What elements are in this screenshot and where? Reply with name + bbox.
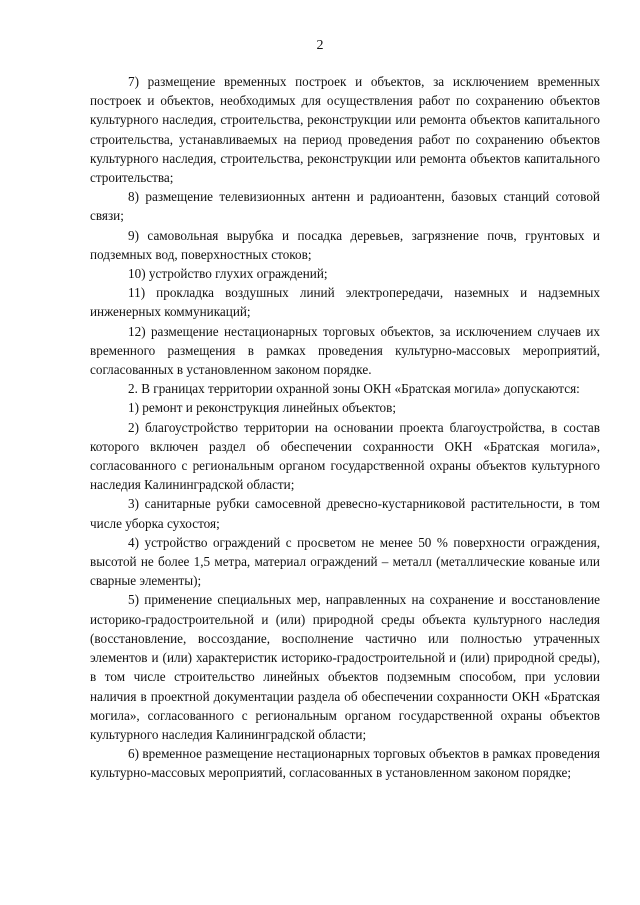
paragraph-item-12: 12) размещение нестационарных торговых объектов, за исключением случаев их временного размещения в рамках проведения культурно-массовых мероприятий, согласованных в установленном законом порядке. [90, 323, 600, 378]
paragraph-item-9: 9) самовольная вырубка и посадка деревьев, загрязнение почв, грунтовых и подземных вод, поверхностных стоков; [90, 227, 600, 262]
page-number: 2 [316, 38, 324, 53]
paragraph-item-11: 11) прокладка воздушных линий электропередачи, наземных и надземных инженерных коммуникаций; [90, 285, 600, 320]
document-body [90, 72, 600, 783]
paragraph-allowed-1: 1) ремонт и реконструкция линейных объектов; [128, 400, 397, 416]
paragraph-allowed-2: 2) благоустройство территории на основании проекта благоустройства, в состав которого включен раздел об обеспечении сохранности ОКН «Братская могила», согласованного с региональным органом государственной охраны объектов культурного наследия Калининградской области; [90, 419, 600, 493]
paragraph-allowed-3: 3) санитарные рубки самосевной древесно-кустарниковой растительности, в том числе уборка сухостоя; [90, 496, 600, 531]
paragraph-allowed-5: 5) применение специальных мер, направленных на сохранение и восстановление историко-градостроительной и (или) природной среды объекта культурного наследия (восстановление, воссоздание, восполнение частично или полностью утраченных элементов и (или) характеристик историко-градостроительной и (или) природной среды), в том числе строительство линейных объектов подземным способом, при условии наличия в проектной документации раздела об обеспечении сохранности ОКН «Братская могила», согласованного с региональным органом государственной охраны объектов культурного наследия Калининградской области; [90, 592, 600, 742]
paragraph-item-8: 8) размещение телевизионных антенн и радиоантенн, базовых станций сотовой связи; [90, 189, 600, 224]
paragraph-item-10: 10) устройство глухих ограждений; [128, 266, 328, 282]
paragraph-allowed-6: 6) временное размещение нестационарных торговых объектов в рамках проведения культурно-массовых мероприятий, согласованных в установленном законом порядке; [90, 746, 600, 781]
paragraph-allowed-4: 4) устройство ограждений с просветом не менее 50 % поверхности ограждения, высотой не более 1,5 метра, материал ограждений – металл (металлические кованые или сварные элементы); [90, 534, 600, 589]
paragraph-section-2-heading: 2. В границах территории охранной зоны ОКН «Братская могила» допускаются: [128, 381, 580, 397]
paragraph-item-7: 7) размещение временных построек и объектов, за исключением временных построек и объектов, необходимых для осуществления работ по сохранению объектов культурного наследия, строительства, реконструкции или ремонта объектов капитального строительства, устанавливаемых на период проведения работ по сохранению объектов культурного наследия, строительства, реконструкции или ремонта объектов капитального строительства; [90, 74, 600, 186]
